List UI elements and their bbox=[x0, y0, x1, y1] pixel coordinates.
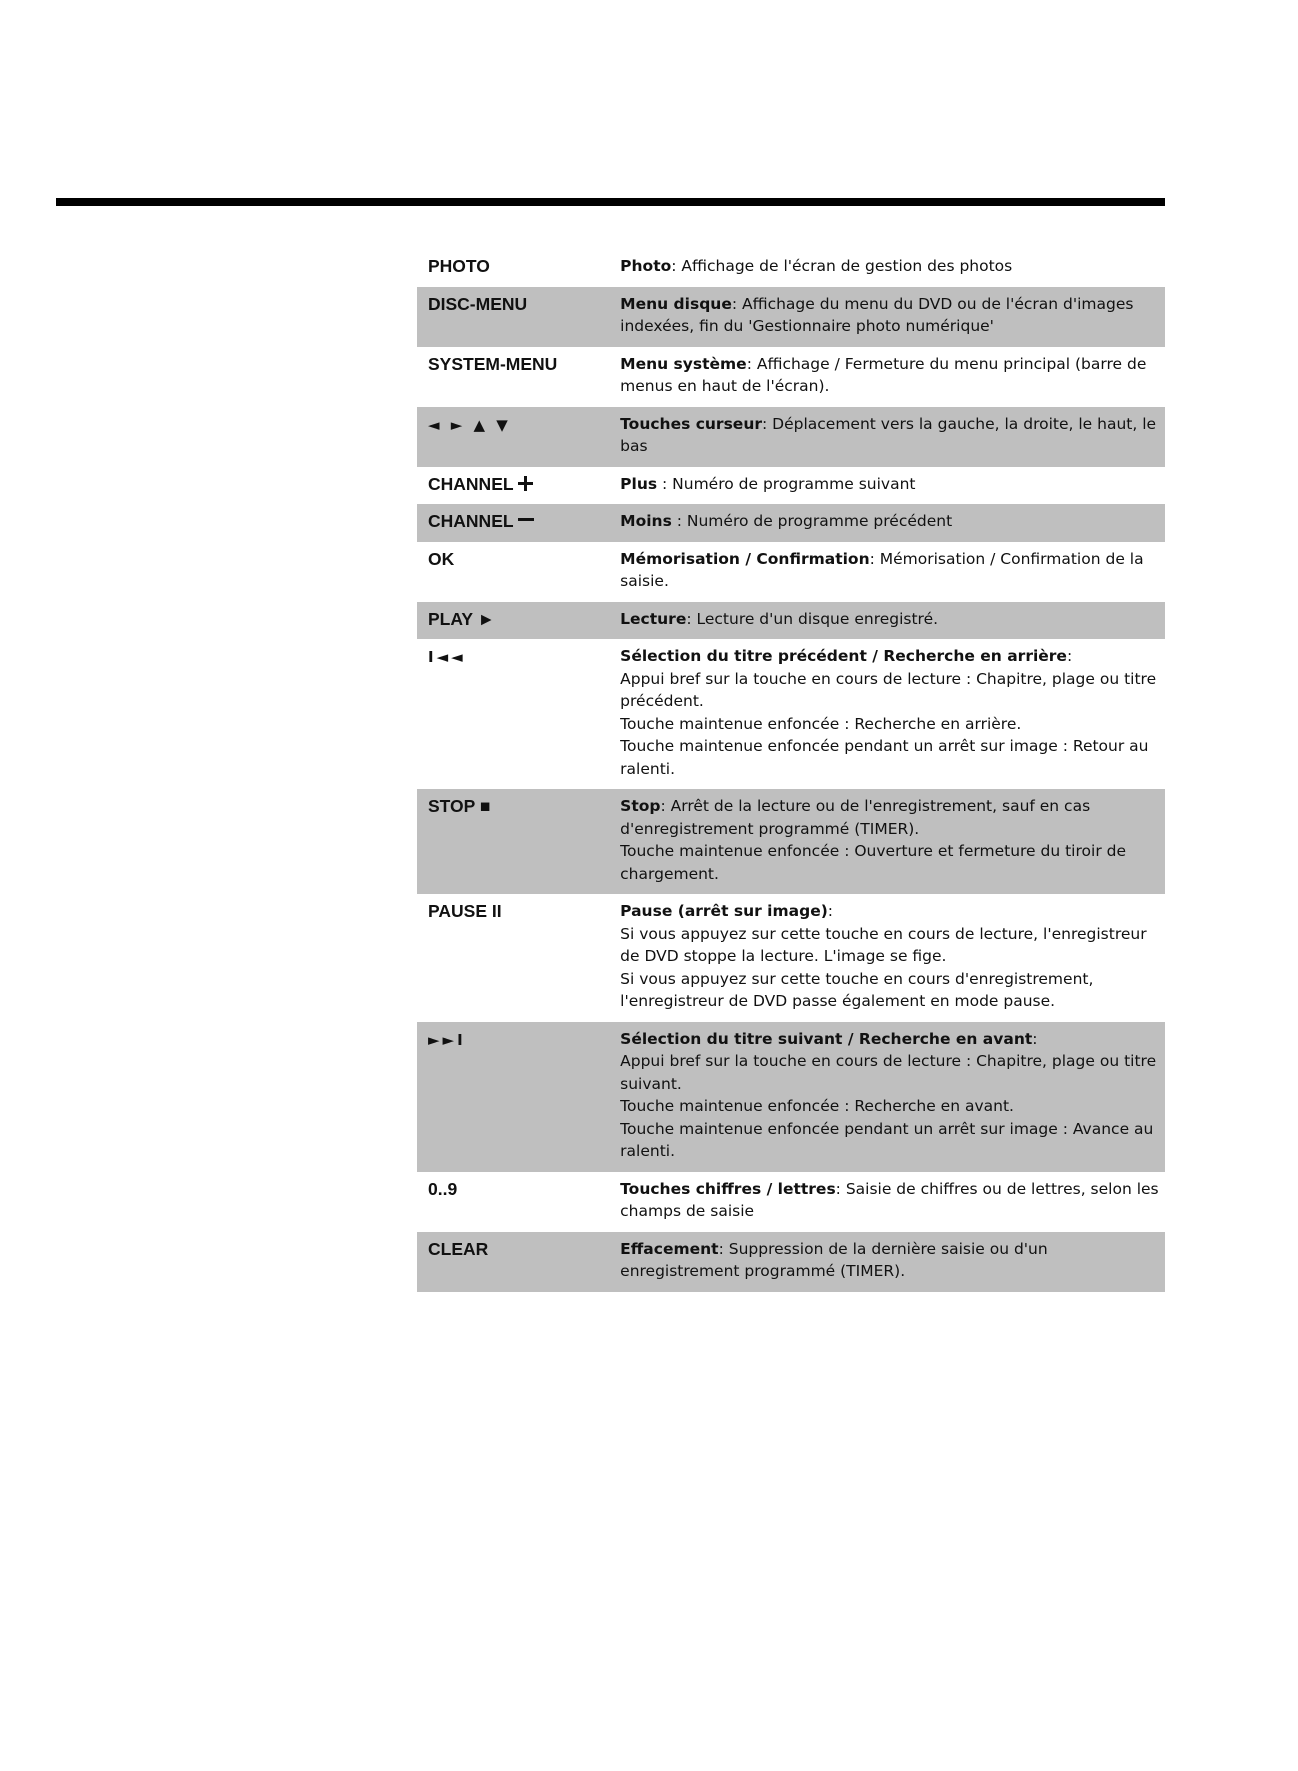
desc-text: : Affichage / Fermeture du menu principal (barre de menus en haut de l'écran). bbox=[620, 354, 1147, 395]
table-row bbox=[417, 602, 1165, 640]
table-row bbox=[417, 249, 1165, 287]
next-icon: ►►I bbox=[428, 1030, 466, 1049]
desc-title: Touches curseur bbox=[620, 414, 762, 433]
key-description bbox=[620, 1172, 1165, 1232]
table-row bbox=[417, 1232, 1165, 1292]
desc-title: Menu disque bbox=[620, 294, 732, 313]
key-name bbox=[417, 467, 620, 505]
table-row bbox=[417, 1022, 1165, 1172]
key-name bbox=[417, 1022, 620, 1172]
table-row bbox=[417, 1172, 1165, 1232]
key-description bbox=[620, 894, 1165, 1022]
key-description bbox=[620, 407, 1165, 467]
key-name: PLAY ► bbox=[417, 602, 620, 640]
key-name: PHOTO bbox=[428, 256, 490, 276]
desc-line: Touche maintenue enfoncée pendant un arrêt sur image : Avance au ralenti. bbox=[620, 1119, 1154, 1160]
desc-title: Moins bbox=[620, 512, 672, 530]
desc-title: Menu système bbox=[620, 354, 747, 373]
key-description bbox=[620, 542, 1165, 602]
desc-text: : Affichage du menu du DVD ou de l'écran d'images indexées, fin du 'Gestionnaire photo numérique' bbox=[620, 294, 1134, 335]
minus-icon bbox=[518, 518, 534, 521]
desc-line: Appui bref sur la touche en cours de lecture : Chapitre, plage ou titre suivant. bbox=[620, 1052, 1157, 1093]
desc-text: : Lecture d'un disque enregistré. bbox=[686, 609, 939, 628]
key-name: 0..9 bbox=[428, 1178, 458, 1199]
key-description bbox=[620, 249, 1165, 287]
desc-title: Mémorisation / Confirmation bbox=[620, 549, 870, 568]
desc-text: : Arrêt de la lecture ou de l'enregistrement, sauf en cas d'enregistrement programmé (TIMER). bbox=[620, 797, 1091, 838]
desc-text: : bbox=[1032, 1029, 1038, 1048]
top-rule bbox=[56, 198, 1165, 206]
key-label: CHANNEL bbox=[428, 473, 514, 494]
desc-title: Stop bbox=[620, 797, 661, 815]
table-row bbox=[417, 467, 1165, 505]
desc-line: Si vous appuyez sur cette touche en cours de lecture, l'enregistreur de DVD stoppe la lecture. L'image se fige. bbox=[620, 924, 1147, 965]
table-row bbox=[417, 287, 1165, 347]
desc-text: : Déplacement vers la gauche, la droite, le haut, le bas bbox=[620, 414, 1157, 455]
desc-title: Sélection du titre précédent / Recherche en arrière bbox=[620, 647, 1067, 665]
desc-text: : bbox=[1066, 647, 1073, 665]
key-description bbox=[620, 1022, 1165, 1172]
desc-title: Photo bbox=[620, 257, 672, 275]
table-row bbox=[417, 789, 1165, 894]
desc-title: Touches chiffres / lettres bbox=[620, 1179, 836, 1198]
key-name bbox=[417, 504, 620, 542]
key-description bbox=[620, 1232, 1165, 1292]
key-name: PAUSE II bbox=[428, 901, 502, 921]
key-description bbox=[620, 287, 1165, 347]
remote-keys-table bbox=[417, 249, 1165, 1292]
key-name: DISC-MENU bbox=[417, 287, 620, 347]
table-row bbox=[417, 639, 1165, 789]
desc-line: Touche maintenue enfoncée : Recherche en avant. bbox=[620, 1097, 1014, 1115]
key-name: SYSTEM-MENU bbox=[428, 353, 558, 374]
previous-icon: I◄◄ bbox=[428, 648, 466, 666]
desc-text: : Saisie de chiffres ou de lettres, selon les champs de saisie bbox=[620, 1179, 1159, 1220]
desc-title: Effacement bbox=[620, 1239, 719, 1258]
key-description bbox=[620, 789, 1165, 894]
desc-text: : Suppression de la dernière saisie ou d'un enregistrement programmé (TIMER). bbox=[620, 1239, 1048, 1280]
key-name: OK bbox=[428, 548, 455, 569]
key-description bbox=[620, 467, 1165, 505]
key-name bbox=[417, 639, 620, 789]
table-row bbox=[417, 347, 1165, 407]
table-row bbox=[417, 542, 1165, 602]
plus-icon bbox=[518, 476, 533, 491]
key-name bbox=[417, 407, 620, 467]
desc-text: : bbox=[827, 902, 834, 920]
desc-line: Touche maintenue enfoncée : Recherche en arrière. bbox=[620, 714, 1022, 733]
table-row bbox=[417, 894, 1165, 1022]
desc-text: : Numéro de programme précédent bbox=[671, 512, 953, 530]
key-name: CLEAR bbox=[417, 1232, 620, 1292]
desc-line: Touche maintenue enfoncée pendant un arrêt sur image : Retour au ralenti. bbox=[620, 737, 1149, 778]
key-description bbox=[620, 504, 1165, 542]
desc-title: Pause (arrêt sur image) bbox=[620, 902, 828, 920]
desc-line: Si vous appuyez sur cette touche en cours d'enregistrement, l'enregistreur de DVD passe également en mode pause. bbox=[620, 969, 1094, 1010]
cursor-arrows-icon: ◄ ► ▲ ▼ bbox=[428, 415, 511, 434]
key-description bbox=[620, 639, 1165, 789]
table-row bbox=[417, 504, 1165, 542]
desc-title: Sélection du titre suivant / Recherche en avant bbox=[620, 1029, 1033, 1048]
desc-line: Appui bref sur la touche en cours de lecture : Chapitre, plage ou titre précédent. bbox=[620, 669, 1157, 710]
desc-text: : Numéro de programme suivant bbox=[657, 474, 916, 493]
table-row bbox=[417, 407, 1165, 467]
key-description bbox=[620, 602, 1165, 640]
key-label: CHANNEL bbox=[428, 511, 514, 531]
desc-title: Plus bbox=[620, 474, 658, 493]
desc-text: : Affichage de l'écran de gestion des photos bbox=[671, 257, 1013, 275]
key-name: STOP ■ bbox=[417, 789, 620, 894]
key-description bbox=[620, 347, 1165, 407]
desc-line: Touche maintenue enfoncée : Ouverture et fermeture du tiroir de chargement. bbox=[620, 842, 1126, 883]
desc-title: Lecture bbox=[620, 609, 687, 628]
desc-text: : Mémorisation / Confirmation de la saisie. bbox=[620, 549, 1144, 590]
